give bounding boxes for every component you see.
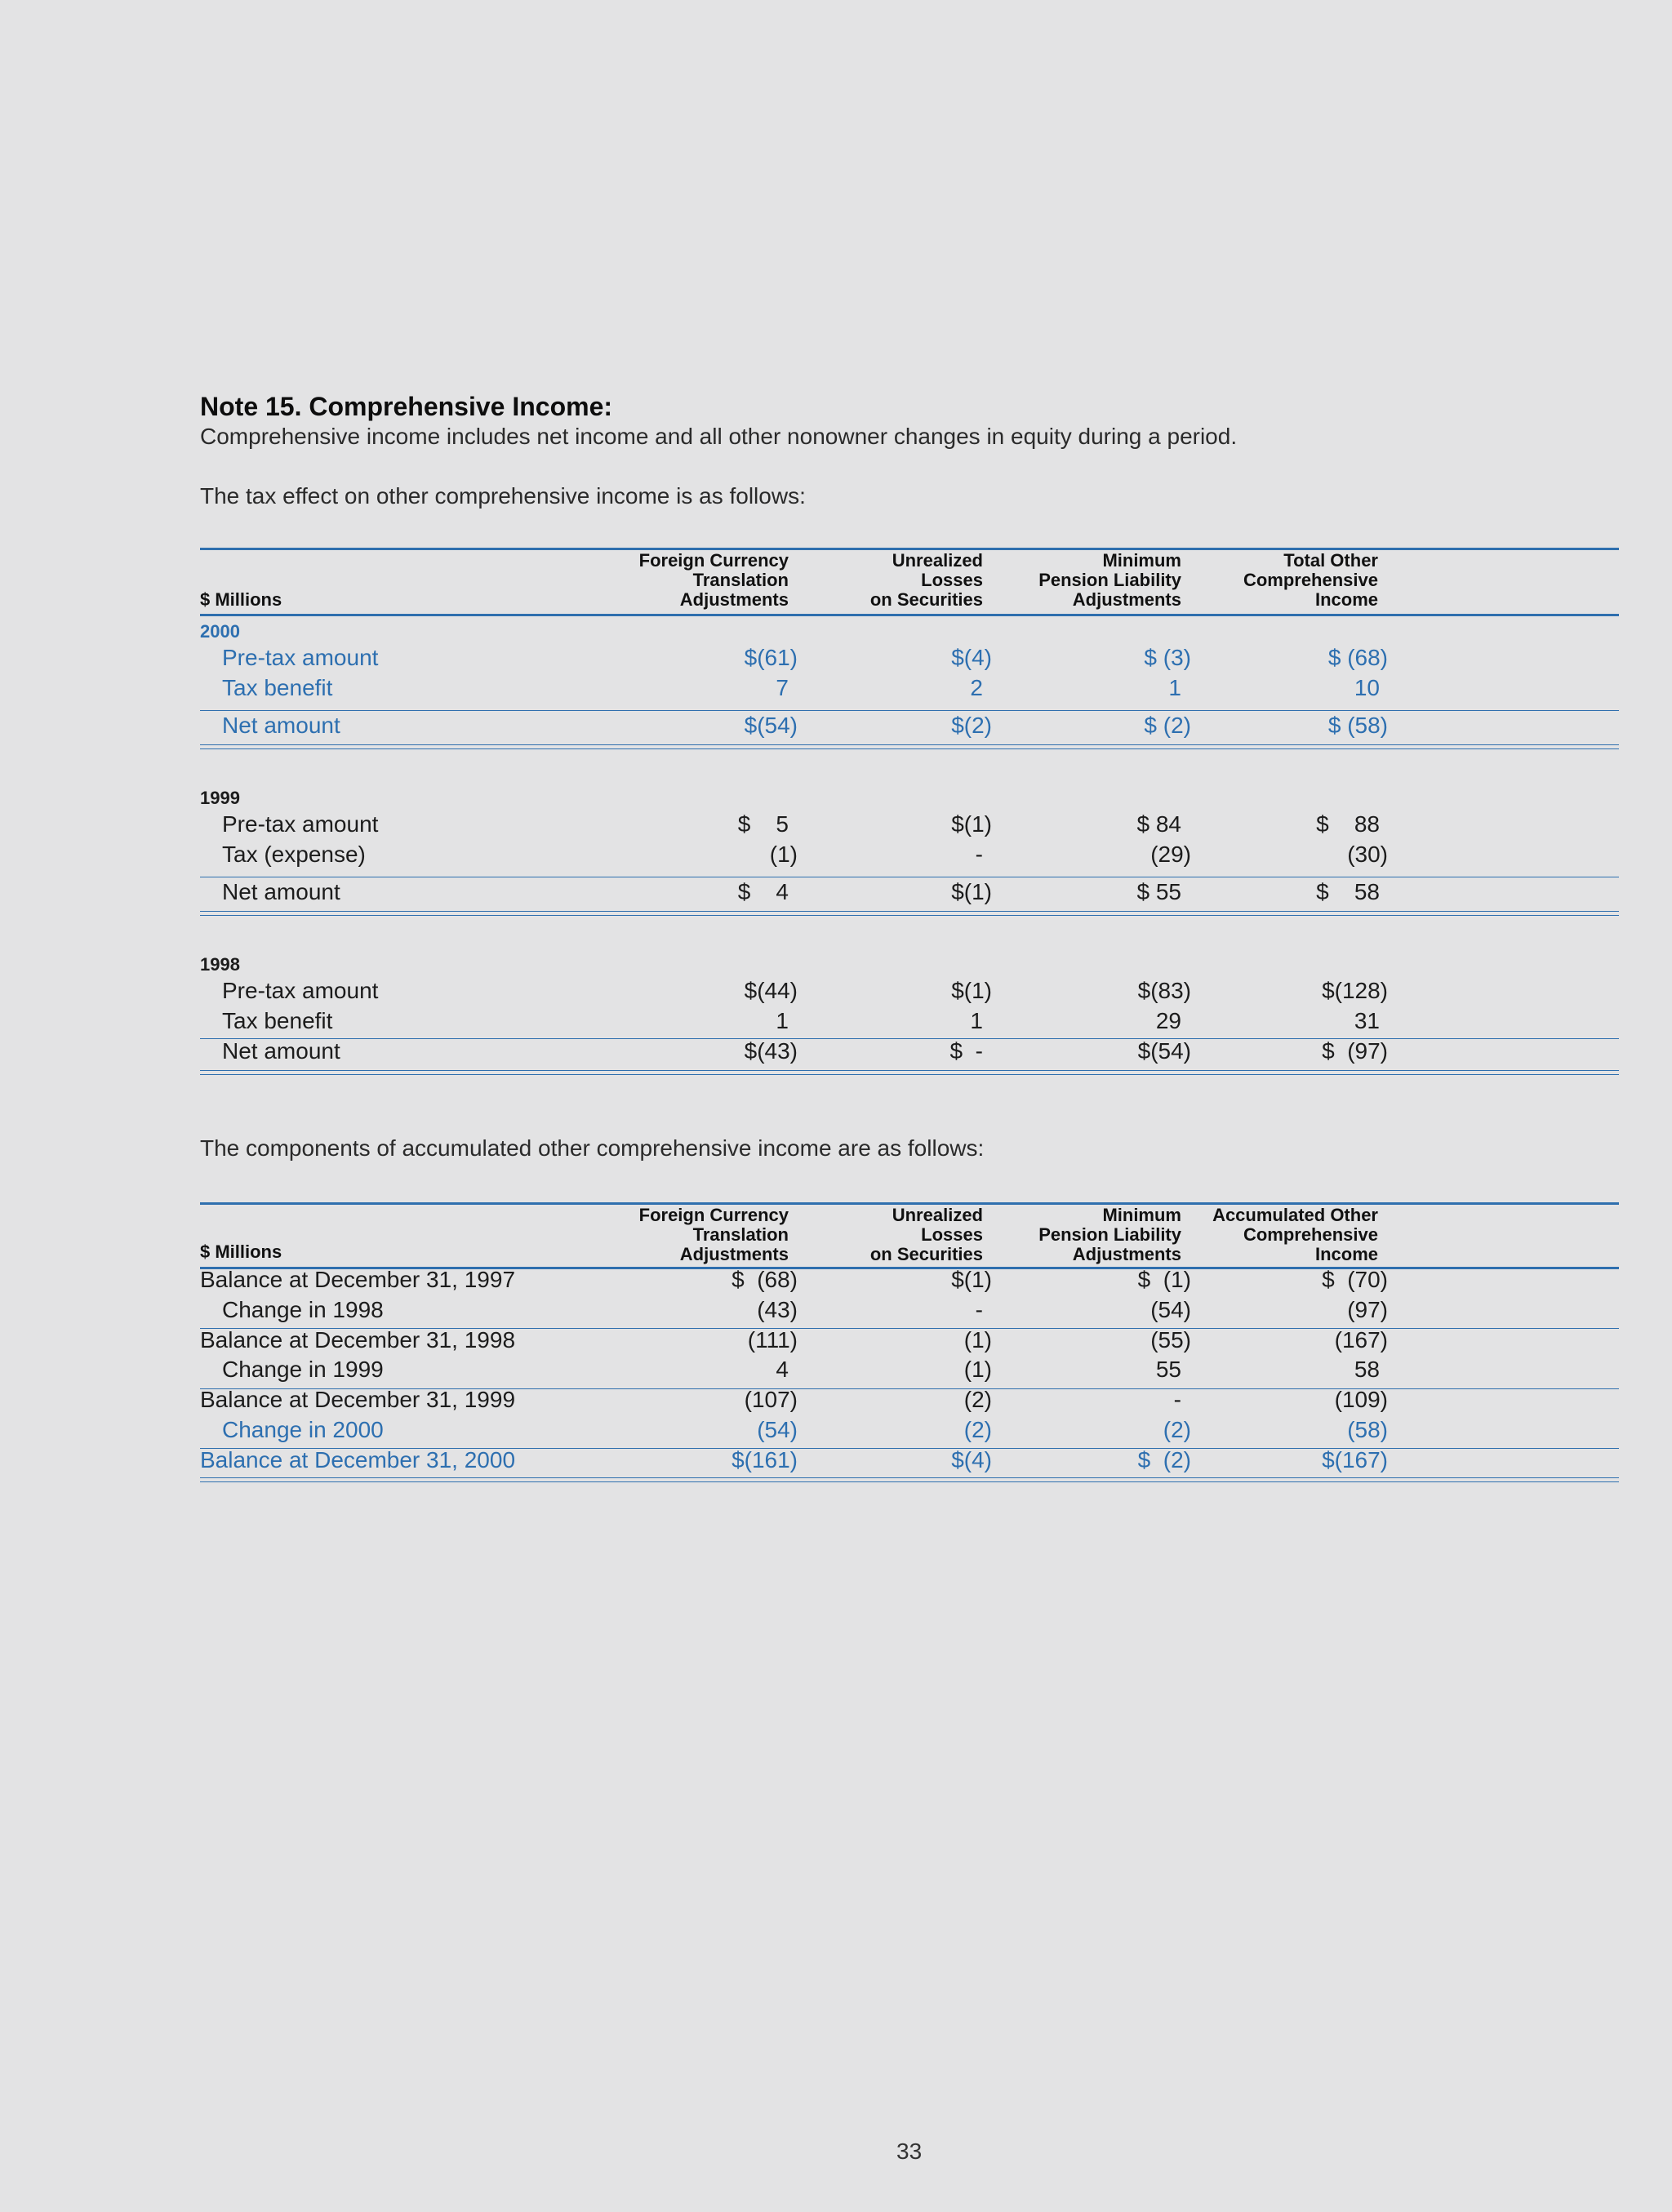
row-label: Change in 2000 — [222, 1417, 384, 1442]
cell-value: 29 — [1155, 1008, 1181, 1033]
column-header-minimum-pension: Minimum Pension Liability Adjustments — [1038, 550, 1181, 610]
cell-value: $ - — [949, 1038, 983, 1064]
cell-value: $ (1) — [1137, 1267, 1191, 1292]
cell-value: (43) — [757, 1297, 798, 1322]
cell-value: (54) — [757, 1417, 798, 1442]
total-double-rule — [200, 748, 1619, 749]
cell-value: (167) — [1334, 1327, 1388, 1353]
cell-value: $ 5 — [737, 811, 789, 837]
cell-value: (30) — [1347, 842, 1388, 867]
column-header-accumulated-other: Accumulated Other Comprehensive Income — [1212, 1205, 1378, 1264]
cell-value: $(4) — [951, 645, 992, 670]
cell-value: $(1) — [951, 811, 992, 837]
note-title: Note 15. Comprehensive Income: — [200, 392, 613, 421]
total-double-rule — [200, 1074, 1619, 1075]
cell-value: (1) — [769, 842, 798, 867]
cell-value: $(2) — [951, 713, 992, 738]
cell-value: 55 — [1155, 1357, 1181, 1382]
cell-value: $(83) — [1137, 978, 1191, 1003]
cell-value: (2) — [963, 1417, 992, 1442]
column-header-total-other: Total Other Comprehensive Income — [1243, 550, 1378, 610]
column-header-unrealized-losses: Unrealized Losses on Securities — [869, 1205, 983, 1264]
cell-value: $ (2) — [1144, 713, 1191, 738]
cell-value: 1 — [970, 1008, 983, 1033]
row-label: Pre-tax amount — [222, 811, 379, 837]
total-double-rule — [200, 1481, 1619, 1482]
cell-value: $ (68) — [1327, 645, 1388, 670]
row-label: Net amount — [222, 713, 340, 738]
row-label: Change in 1998 — [222, 1297, 384, 1322]
row-label: Tax (expense) — [222, 842, 366, 867]
row-label: Net amount — [222, 1038, 340, 1064]
cell-value: (109) — [1334, 1387, 1388, 1412]
millions-header: $ Millions — [200, 1241, 282, 1262]
row-label: Net amount — [222, 879, 340, 904]
row-label: Change in 1999 — [222, 1357, 384, 1382]
row-label: Tax benefit — [222, 675, 333, 700]
row-label: Balance at December 31, 1998 — [200, 1327, 516, 1353]
total-double-rule — [200, 915, 1619, 916]
cell-value: 1 — [1168, 675, 1181, 700]
cell-value: (55) — [1150, 1327, 1191, 1353]
cell-value: (107) — [744, 1387, 798, 1412]
year-label-1999: 1999 — [200, 788, 240, 808]
cell-value: $(54) — [1137, 1038, 1191, 1064]
total-double-rule — [200, 744, 1619, 745]
cell-value: 2 — [970, 675, 983, 700]
cell-value: 58 — [1354, 1357, 1380, 1382]
cell-value: $ (58) — [1327, 713, 1388, 738]
cell-value: $(128) — [1322, 978, 1388, 1003]
cell-value: - — [975, 1297, 983, 1322]
row-label: Pre-tax amount — [222, 978, 379, 1003]
cell-value: $ 88 — [1316, 811, 1380, 837]
total-double-rule — [200, 1070, 1619, 1071]
cell-value: $(161) — [732, 1447, 798, 1472]
cell-value: $ 55 — [1136, 879, 1181, 904]
cell-value: (97) — [1347, 1297, 1388, 1322]
components-intro: The components of accumulated other comprehensive income are as follows: — [200, 1135, 985, 1161]
cell-value: $ 58 — [1316, 879, 1380, 904]
column-header-unrealized-losses: Unrealized Losses on Securities — [869, 550, 983, 610]
row-label: Balance at December 31, 2000 — [200, 1447, 516, 1472]
cell-value: $(61) — [744, 645, 798, 670]
cell-value: $(1) — [951, 1267, 992, 1292]
row-label: Tax benefit — [222, 1008, 333, 1033]
row-label: Pre-tax amount — [222, 645, 379, 670]
tax-effect-intro: The tax effect on other comprehensive income is as follows: — [200, 483, 806, 509]
cell-value: $(1) — [951, 879, 992, 904]
row-label: Balance at December 31, 1999 — [200, 1387, 516, 1412]
column-header-minimum-pension: Minimum Pension Liability Adjustments — [1038, 1205, 1181, 1264]
cell-value: 7 — [776, 675, 789, 700]
cell-value: $(44) — [744, 978, 798, 1003]
total-double-rule — [200, 911, 1619, 912]
total-double-rule — [200, 1477, 1619, 1478]
cell-value: $(4) — [951, 1447, 992, 1472]
cell-value: $ (97) — [1322, 1038, 1388, 1064]
header-bottom-rule — [200, 614, 1619, 616]
cell-value: $ (3) — [1144, 645, 1191, 670]
cell-value: $(167) — [1322, 1447, 1388, 1472]
cell-value: (58) — [1347, 1417, 1388, 1442]
cell-value: (111) — [747, 1327, 798, 1353]
page-number: 33 — [896, 2139, 923, 2164]
subtotal-rule — [200, 1038, 1619, 1039]
millions-header: $ Millions — [200, 589, 282, 610]
cell-value: $ 84 — [1136, 811, 1181, 837]
intro-paragraph: Comprehensive income includes net income and all other nonowner changes in equity during a period. — [200, 424, 1238, 449]
cell-value: 10 — [1354, 675, 1380, 700]
column-header-foreign-currency: Foreign Currency Translation Adjustments — [638, 1205, 789, 1264]
cell-value: $ (70) — [1322, 1267, 1388, 1292]
cell-value: (2) — [963, 1387, 992, 1412]
year-label-1998: 1998 — [200, 954, 240, 975]
cell-value: $ 4 — [737, 879, 789, 904]
cell-value: (1) — [963, 1327, 992, 1353]
cell-value: (54) — [1150, 1297, 1191, 1322]
cell-value: (2) — [1163, 1417, 1191, 1442]
cell-value: - — [1173, 1387, 1181, 1412]
cell-value: $ (2) — [1137, 1447, 1191, 1472]
subtotal-rule — [200, 710, 1619, 711]
cell-value: 1 — [776, 1008, 789, 1033]
cell-value: - — [975, 842, 983, 867]
cell-value: 31 — [1354, 1008, 1380, 1033]
row-label: Balance at December 31, 1997 — [200, 1267, 516, 1292]
cell-value: (29) — [1150, 842, 1191, 867]
cell-value: $(1) — [951, 978, 992, 1003]
cell-value: (1) — [963, 1357, 992, 1382]
year-label-2000: 2000 — [200, 621, 240, 642]
cell-value: $(43) — [744, 1038, 798, 1064]
column-header-foreign-currency: Foreign Currency Translation Adjustments — [638, 550, 789, 610]
cell-value: 4 — [776, 1357, 789, 1382]
cell-value: $ (68) — [732, 1267, 798, 1292]
cell-value: $(54) — [744, 713, 798, 738]
